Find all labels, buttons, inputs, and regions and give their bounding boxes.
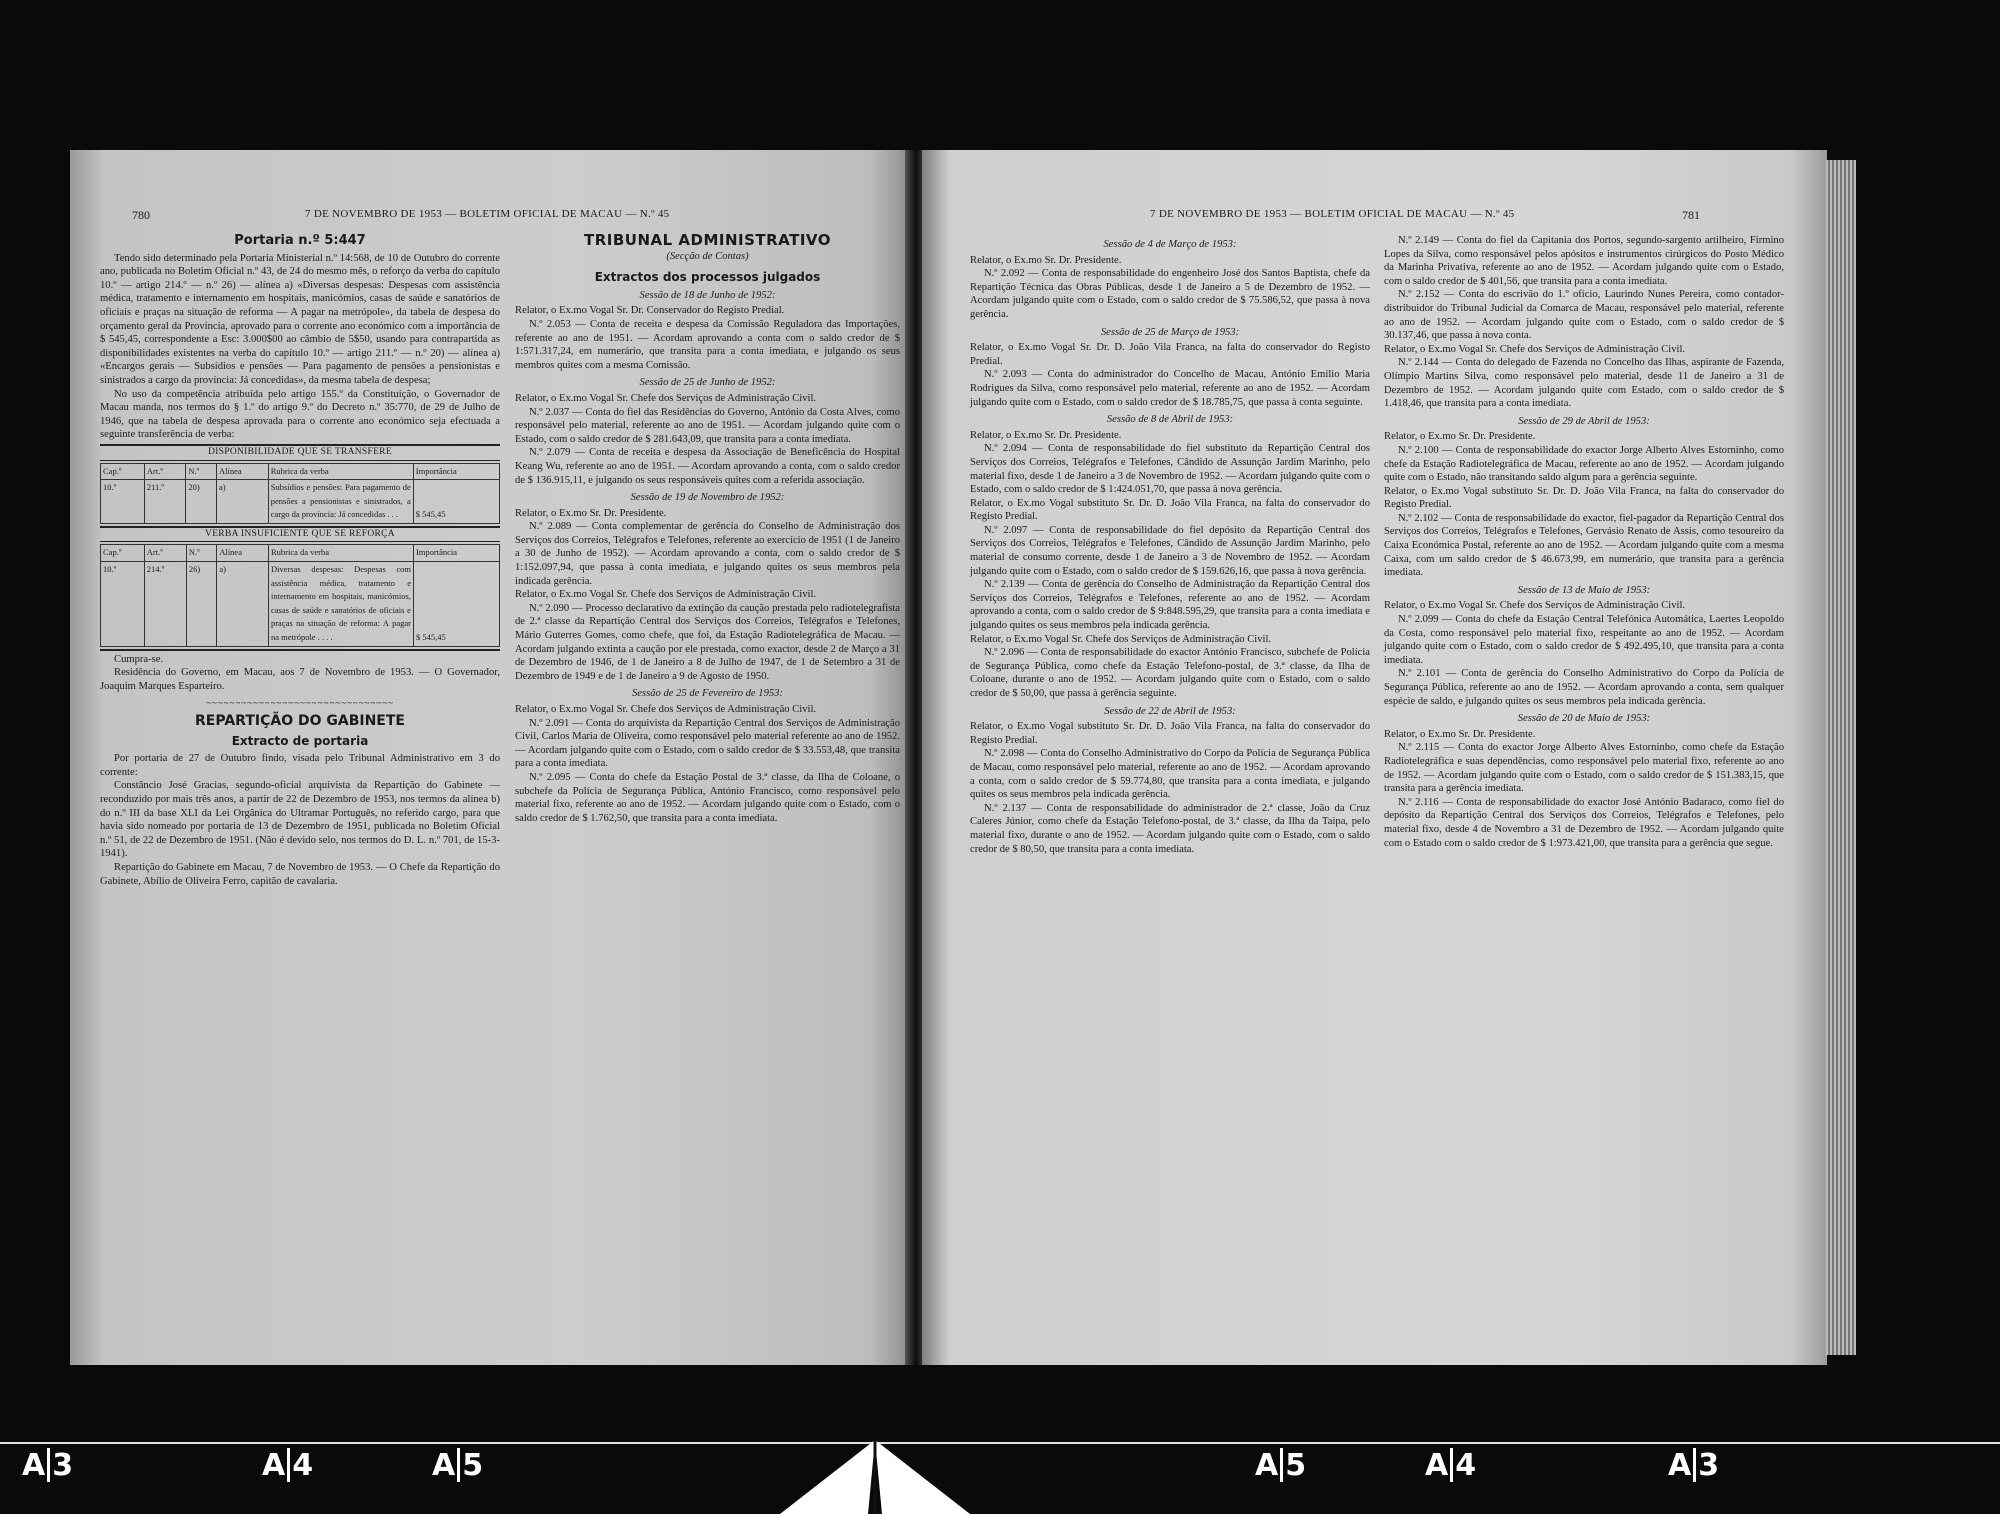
residencia-signature: Residência do Governo, em Macau, aos 7 de Novembro de 1953. — O Governador, Joaquim Marques Esparteiro. [100, 667, 500, 692]
table-header: N.º [186, 545, 217, 562]
left-page [70, 150, 912, 1365]
table-cell: a) [217, 562, 269, 647]
extracto-portaria-title: Extracto de portaria [231, 733, 369, 748]
table-cell: $ 545,45 [413, 480, 499, 524]
table-cell: 10.º [101, 562, 145, 647]
right-page-number: 781 [1682, 208, 1700, 222]
table-header: Cap.º [101, 545, 145, 562]
case-entry: N.º 2.089 — Conta complementar de gerência do Conselho de Administração dos Serviços dos Correios, Telégrafos e Telefones, referente ao exercício de 1951 (1 de Janeiro a 30 de Junho de 1952). — Acordam aprovando a conta, com o saldo credor de $ 1:152.097,94, que passa à conta imediata, e julgando quites os seus membros pela indicada gerência. [515, 521, 900, 587]
film-marker: A 4 [1425, 1448, 1477, 1483]
relator-line: Relator, o Ex.mo Vogal Sr. Chefe dos Serviços de Administração Civil. [515, 589, 817, 601]
gabinete-paragraph: Por portaria de 27 de Outubro findo, visada pelo Tribunal Administrativo em 3 do corrente: [100, 753, 500, 778]
case-entry: N.º 2.116 — Conta de responsabilidade do exactor José António Badaraco, como fiel do depósito da Repartição Central dos Serviços dos Correios, Telégrafos e Telefones, pelo material fixo, desde 4 de Novembro a 31 de Dezembro de 1952. — Acordam julgando quite com o Estado com o saldo credor de $ 1:973.421,00, que transita para a gerência que segue. [1384, 796, 1784, 849]
case-entry: N.º 2.091 — Conta do arquivista da Repartição Central dos Serviços de Administração Civil, Carlos Maria de Oliveira, como responsável pelo material referente ao ano de 1952. — Acordam julgando quite com o Estado, com o saldo credor de $ 33.553,48, que transita para a conta imediata. [515, 717, 900, 770]
table-cell: Subsídios e pensões: Para pagamento de pensões a pensionistas e sinistrados, a cargo da província: Já concedidas . . . [268, 480, 413, 524]
left-running-head: 7 DE NOVEMBRO DE 1953 — BOLETIM OFICIAL DE MACAU — N.º 45 [305, 208, 670, 220]
relator-line: Relator, o Ex.mo Vogal Sr. Chefe dos Serviços de Administração Civil. [1384, 600, 1686, 612]
center-fan-marker [780, 1440, 970, 1514]
relator-line: Relator, o Ex.mo Vogal Sr. Chefe dos Serviços de Administração Civil. [515, 704, 817, 715]
right-column-2 [1384, 234, 1784, 850]
film-marker: A 3 [22, 1448, 74, 1483]
gabinete-paragraph: Constâncio José Gracias, segundo-oficial arquivista da Repartição do Gabinete — reconduzido por mais três anos, a partir de 22 de Dezembro de 1953, nos termos da alínea b) do n.º III da base XLI da Lei Orgânica do Ultramar Português, no referido cargo, para que havia sido nomeado por portaria de 13 de Dezembro de 1951, publicada no Boletim Oficial n.º 51, de 22 de Dezembro de 1951. (Não é devido selo, nos termos do D. L. n.º 701, de 15-3-1941). [100, 780, 500, 860]
table-cell: a) [216, 480, 268, 524]
left-page-number: 780 [132, 208, 150, 222]
table-header: Rubrica da verba [268, 463, 413, 480]
table-header: Rubrica da verba [268, 545, 413, 562]
right-running-head: 7 DE NOVEMBRO DE 1953 — BOLETIM OFICIAL DE MACAU — N.º 45 [1150, 208, 1515, 220]
case-entry: N.º 2.144 — Conta do delegado de Fazenda no Concelho das Ilhas, aspirante de Fazenda, Olímpio Martins Silva, como responsável pelo material, desde 11 de Janeiro a 31 de Dezembro de 1952. — Acordam julgando quite com Estado, com o saldo credor de $ 1.418,46, que transita para a conta imediata. [1384, 357, 1784, 410]
tribunal-subtitle: (Secção de Contas) [666, 250, 749, 262]
right-page [922, 150, 1827, 1365]
relator-line: Relator, o Ex.mo Sr. Dr. Presidente. [970, 254, 1122, 266]
case-entry: N.º 2.098 — Conta do Conselho Administrativo do Corpo da Polícia de Segurança Pública de Macau, como responsável pelo material, referente ao ano de 1952. — Acordam aprovando a conta, com o saldo credor de $ 59.774,80, que transita para a conta imediata, e julgando quites os seus membros pela indicada gerência. [970, 748, 1370, 801]
extractos-title: Extractos dos processos julgados [594, 270, 821, 285]
table-header: Alínea [216, 463, 268, 480]
table-header: Importância [413, 545, 499, 562]
portaria-paragraph: Tendo sido determinado pela Portaria Ministerial n.º 14:568, de 10 de Outubro do corrente ano, publicada no Boletim Oficial n.º 43, de 24 do mesmo mês, o reforço da verba do capítulo 10.º — artigo 214.º — n.º 26) — alínea a) «Diversas despesas: Despesas com assistência médica, tratamento e internamento em hospitais, manicómios, casas de saúde e sanatórios de oficiais e praças na situação de reforma — A pagar na metrópole», da tabela de despesa do orçamento geral da Província, aprovado para o corrente ano económico com a importância de $ 545,45, correspondente a Esc: 3.000$00 ao câmbio de 5$50, usando para contrapartida as disponibilidades existentes na verba do capítulo 10.º — artigo 211.º — n.º 20) — alínea a) «Encargos gerais — Subsídios e pensões — Para pagamento de pensões a pensionistas e sinistrados a cargo da província: Já concedidas», da mesma tabela de despesa; [100, 252, 500, 386]
table-row [101, 562, 500, 647]
case-entry: N.º 2.079 — Conta de receita e despesa da Associação de Beneficência do Hospital Keang Wu, referente ao ano de 1951. — Acordam aprovando a conta, com o saldo credor de $ 136.915,11, e julgando os seus responsáveis quites com a referida associação. [515, 447, 900, 486]
relator-line: Relator, o Ex.mo Vogal substituto Sr. Dr. D. João Vila Franca, na falta do conservador do Registo Predial. [970, 721, 1370, 746]
case-entry: N.º 2.096 — Conta de responsabilidade do exactor António Francisco, subchefe de Polícia de Segurança Pública, como chefe da Estação Telefono-postal, de 3.ª classe, da Ilha de Coloane, durante o ano de 1952. — Acordam julgando quite com o Estado, com o saldo credor de $ 50,00, que passa à gerência seguinte. [970, 647, 1370, 699]
table-cell: 10.º [101, 480, 145, 524]
case-entry: N.º 2.093 — Conta do administrador do Concelho de Macau, António Emílio Maria Rodrigues da Silva, como responsável pelo material, referente ao ano de 1952. — Acordam julgando quite com o Estado, com o saldo credor de $ 18.785,75, que passa à conta seguinte. [970, 369, 1370, 408]
session-heading: Sessão de 18 de Junho de 1952: [639, 289, 776, 301]
table-header: Importância [413, 463, 499, 480]
film-marker: A 5 [1255, 1448, 1307, 1483]
left-column-2 [515, 231, 900, 825]
cumpra-se: Cumpra-se. [114, 653, 164, 665]
case-entry: N.º 2.139 — Conta de gerência do Conselho de Administração da Repartição Central dos Serviços dos Correios, Telégrafos e Telefones, referente ao ano de 1952. — Acordam aprovando a conta, com o saldo credor de $ 9:848.595,29, que transita para a conta imediata e julgando quites os seus membros pela indicada gerência. [970, 579, 1370, 632]
portaria-paragraph: No uso da competência atribuída pelo artigo 155.º da Constituição, o Governador de Macau manda, nos termos do § 1.º do artigo 9.º do Decreto n.º 35:770, de 29 de Julho de 1946, que na tabela de despesa aprovada para o corrente ano económico seja efectuada a seguinte transferência de verba: [100, 388, 500, 441]
session-heading: Sessão de 13 de Maio de 1953: [1517, 584, 1651, 596]
relator-line: Relator, o Ex.mo Sr. Dr. Presidente. [970, 429, 1122, 441]
case-entry: N.º 2.090 — Processo declarativo da extinção da caução prestada pelo radiotelegrafista de 2.ª classe da Repartição Central dos Serviços dos Correios, Telégrafos e Telefones, Mário Guterres Gomes, como chefe, que foi, da Estação Radiotelegráfica de Macau. — Acordam julgando extinta a caução por ele prestada, como exactor, desde 2 de Março a 31 de Dezembro de 1946, de 1 de Janeiro a 8 de Julho de 1947, de 1 de Setembro a 31 de Dezembro de 1949 e de 1 de Janeiro a 9 de Agosto de 1950. [515, 602, 900, 682]
session-heading: Sessão de 25 de Junho de 1952: [639, 377, 776, 389]
relator-line: Relator, o Ex.mo Vogal Sr. Chefe dos Serviços de Administração Civil. [515, 392, 817, 404]
table-disponibilidade [100, 463, 500, 524]
table-header: Art.º [144, 463, 186, 480]
table-cell: $ 545,45 [413, 562, 499, 647]
table1-caption: DISPONIBILIDADE QUE SE TRANSFERE [100, 444, 500, 461]
film-marker: A 3 [1668, 1448, 1720, 1483]
case-entry: N.º 2.137 — Conta de responsabilidade do administrador de 2.ª classe, João da Cruz Caleres Júnior, como chefe da Estação Telefono-postal, de 3.ª classe, da Ilha da Taipa, pelo material fixo, durante o ano de 1952. — Acordam julgando quite com o Estado, com o saldo credor de $ 80,50, que transita para a conta imediata. [970, 802, 1370, 855]
table-header: Cap.º [101, 463, 145, 480]
gabinete-title: REPARTIÇÃO DO GABINETE [195, 713, 405, 729]
case-entry: N.º 2.099 — Conta do chefe da Estação Central Telefónica Automática, Laertes Leopoldo da Costa, como responsável pelo material fixo, respeitante ao ano de 1952. — Acordam julgando quite com o Estado, com o saldo credor de $ 492.495,10, que transita para a conta imediata. [1384, 614, 1784, 666]
table-row [101, 480, 500, 524]
case-entry: N.º 2.053 — Conta de receita e despesa da Comissão Reguladora das Importações, referente ao ano de 1951. — Acordam aprovando a conta com o saldo credor de $ 1:571.317,24, em numerário, que transita para a conta imediata, e julgando os seus membros quites com a mesma Comissão. [515, 318, 900, 371]
case-entry: N.º 2.037 — Conta do fiel das Residências do Governo, António da Costa Alves, como responsável pelo material, referente ao ano de 1951. — Acordam julgando quite com o Estado, com o saldo credor de $ 281.643,09, que transita para a conta imediata. [515, 406, 900, 445]
table-header: Alínea [217, 545, 269, 562]
table2-caption: VERBA INSUFICIENTE QUE SE REFORÇA [100, 526, 500, 543]
table-cell: Diversas despesas: Despesas com assistência médica, tratamento e internamento em hospitais, manicómios, casas de saúde e sanatórios de oficiais e praças na situação de reforma: A pagar na metrópole . . . . [268, 562, 413, 647]
left-column-1 [100, 234, 500, 888]
table-reforco [100, 544, 500, 646]
case-entry: N.º 2.100 — Conta de responsabilidade do exactor Jorge Alberto Alves Estorninho, como chefe da Estação Radiotelegráfica de Macau, referente ao ano de 1952. — Acordam julgando quite com o Estado, não transitando saldo algum para a gerência seguinte. [1384, 444, 1784, 484]
film-marker: A 4 [262, 1448, 314, 1483]
gabinete-paragraph: Repartição do Gabinete em Macau, 7 de Novembro de 1953. — O Chefe da Repartição do Gabinete, Abílio de Oliveira Ferro, capitão de cavalaria. [100, 861, 500, 887]
case-entry: N.º 2.092 — Conta de responsabilidade do engenheiro José dos Santos Baptista, chefe da Repartição Técnica das Obras Públicas, desde 1 de Janeiro a 5 de Dezembro de 1952. — Acordam julgando quite com o Estado, com o saldo credor de $ 75.586,52, que passa à nova gerência. [970, 268, 1370, 320]
page-edges [1826, 160, 1856, 1355]
case-entry: N.º 2.115 — Conta do exactor Jorge Alberto Alves Estorninho, como chefe da Estação Radiotelegráfica e suas dependências, como responsável pelo material fixo, referente ao ano de 1952. — Acordam julgando quite com o Estado, com o saldo credor de $ 151.383,15, que transita para a gerência imediata. [1384, 742, 1784, 795]
relator-line: Relator, o Ex.mo Vogal Sr. Dr. Conservador do Registo Predial. [515, 305, 785, 317]
film-marker: A 5 [432, 1448, 484, 1483]
relator-line: Relator, o Ex.mo Vogal Sr. Chefe dos Serviços de Administração Civil. [970, 633, 1272, 645]
table-cell: 20) [186, 480, 217, 524]
table-header: Art.º [144, 545, 186, 562]
table-cell: 214.º [144, 562, 186, 647]
portaria-title: Portaria n.º 5:447 [234, 233, 366, 248]
relator-line: Relator, o Ex.mo Vogal Sr. Chefe dos Serviços de Administração Civil. [1384, 343, 1686, 355]
table-header: N.º [186, 463, 217, 480]
session-heading: Sessão de 4 de Março de 1953: [1103, 239, 1237, 250]
relator-line: Relator, o Ex.mo Vogal Sr. Dr. D. João Vila Franca, na falta do conservador do Registo Predial. [970, 342, 1370, 367]
session-heading: Sessão de 8 de Abril de 1953: [1106, 414, 1234, 426]
session-heading: Sessão de 25 de Fevereiro de 1953: [631, 688, 783, 700]
session-heading: Sessão de 29 de Abril de 1953: [1518, 415, 1650, 427]
relator-line: Relator, o Ex.mo Sr. Dr. Presidente. [1384, 431, 1536, 443]
relator-line: Relator, o Ex.mo Vogal substituto Sr. Dr. D. João Vila Franca, na falta do conservador do Registo Predial. [970, 497, 1370, 523]
session-heading: Sessão de 20 de Maio de 1953: [1517, 713, 1651, 725]
scan-border [0, 1442, 2000, 1444]
session-heading: Sessão de 22 de Abril de 1953: [1104, 705, 1236, 717]
table-cell: 26) [186, 562, 217, 647]
case-entry: N.º 2.095 — Conta do chefe da Estação Postal de 3.ª classe, da Ilha de Coloane, o subchefe da Polícia de Segurança Pública, António Francisco, como responsável pelo material fixo, referente ao ano de 1952. — Acordam julgando quite com o Estado, com o saldo credor de $ 1.762,50, que transita para a conta imediata. [515, 771, 900, 824]
session-heading: Sessão de 25 de Março de 1953: [1100, 326, 1240, 338]
case-entry: N.º 2.097 — Conta de responsabilidade do fiel depósito da Repartição Central dos Serviços dos Correios, Telégrafos e Telefones, Cândido de Assunção Jardim Marinho, pelo material de consumo corrente, desde 1 de Janeiro a 3 de Novembro de 1952. — Acordam julgando quite com o Estado, com o saldo credor de $ 159.626,16, que passa à nova gerência. [970, 524, 1370, 577]
table-cell: 211.º [144, 480, 186, 524]
case-entry: N.º 2.094 — Conta de responsabilidade do fiel substituto da Repartição Central dos Serviços dos Correios, Telégrafos e Telefones, Cândido de Assunção Jardim Marinho, pelo material fixo, desde 1 de Janeiro a 3 de Novembro de 1952. — Acordam julgando quite com o Estado, com o saldo credor de $ 1:424.051,70, que passa à nova gerência. [970, 443, 1370, 496]
case-entry: N.º 2.152 — Conta do escrivão do 1.º ofício, Laurindo Nunes Pereira, como contador-distribuidor do Tribunal Judicial da Comarca de Macau, responsável pelo material, referente ao ano de 1952. — Acordam julgando quite com o Estado, com o saldo credor de $ 30.137,46, que passa à nova conta. [1384, 289, 1784, 342]
case-entry: N.º 2.101 — Conta de gerência do Conselho Administrativo do Corpo da Polícia de Segurança Pública, referente ao ano de 1952. — Acordam aprovando a conta, sem qualquer espécie de saldo, e julgando quites os seus membros pela indicada gerência. [1384, 668, 1784, 707]
ornamental-divider: ~~~~~~~~~~~~~~~~~~~~~~~~~~~~~~~~ [206, 698, 394, 709]
session-heading: Sessão de 19 de Novembro de 1952: [630, 492, 785, 504]
case-entry: N.º 2.102 — Conta de responsabilidade do exactor, fiel-pagador da Repartição Central dos Serviços dos Correios, Telégrafos e Telefones, Gervásio Renato de Assis, como tesoureiro da Caixa Económica Postal, referente ao ano de 1952. — Acordam julgando quite com a mesma Caixa, com um saldo credor de $ 46.673,99, em numerário, que transita para a gerência imediata. [1384, 512, 1784, 579]
relator-line: Relator, o Ex.mo Vogal substituto Sr. Dr. D. João Vila Franca, na falta do conservador do Registo Predial. [1384, 485, 1784, 511]
divider [100, 649, 500, 651]
relator-line: Relator, o Ex.mo Sr. Dr. Presidente. [1384, 728, 1536, 740]
tribunal-title: TRIBUNAL ADMINISTRATIVO [583, 231, 832, 249]
right-column-1 [970, 234, 1370, 856]
relator-line: Relator, o Ex.mo Sr. Dr. Presidente. [515, 507, 667, 519]
case-entry: N.º 2.149 — Conta do fiel da Capitania dos Portos, segundo-sargento artilheiro, Firmino Lopes da Silva, como responsável pelos apósitos e instrumentos cirúrgicos do Posto Médico da Marinha Privativa, referente ao ano de 1952. — Acordam julgando quite com o Estado, com o saldo credor de $ 401,56, que transita para a conta imediata. [1384, 235, 1784, 287]
